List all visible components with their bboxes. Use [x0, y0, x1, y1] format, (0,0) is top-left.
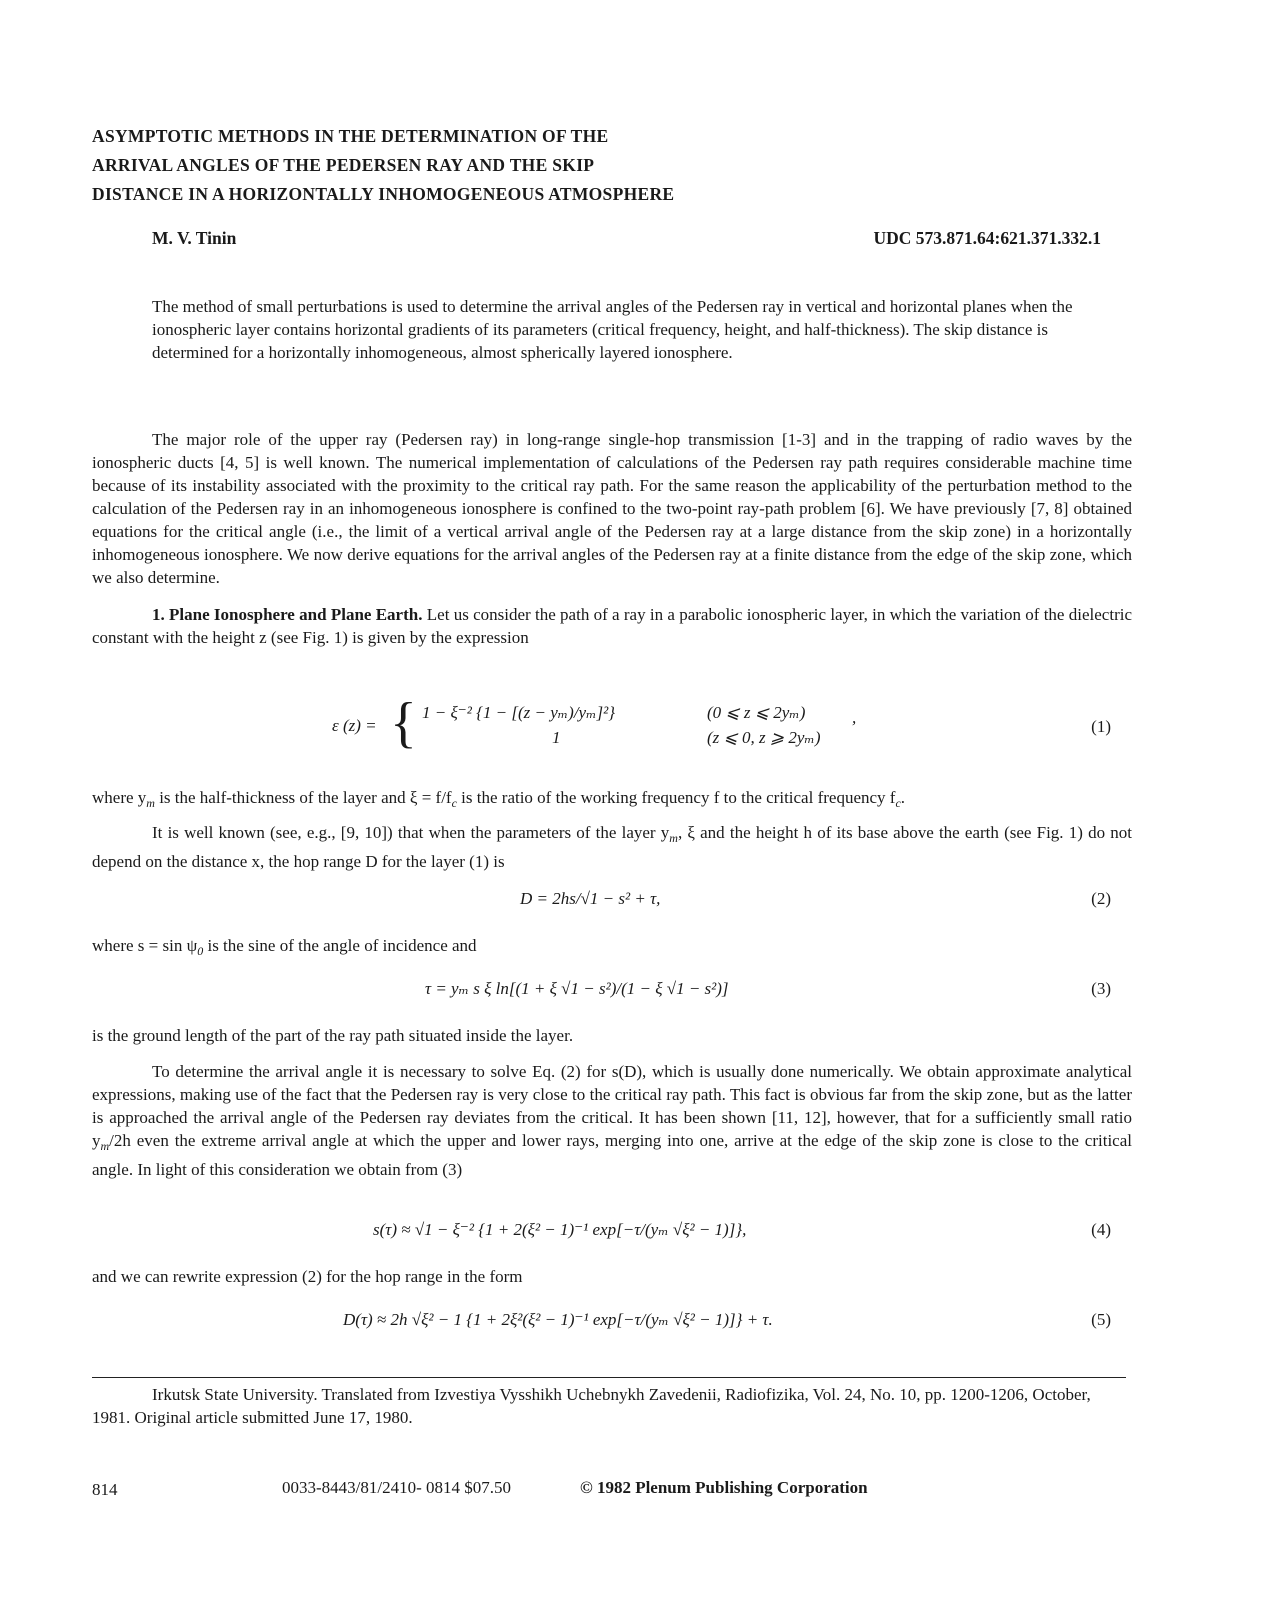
section-1-paragraph — [92, 603, 1132, 649]
eq1-condition-1: (0 ⩽ z ⩽ 2yₘ) — [707, 703, 806, 722]
eq1-row2: 1 — [552, 728, 561, 747]
p3-part-b: is the half-thickness of the layer and ξ = f/f — [154, 788, 452, 807]
equation-2: D = 2hs/√1 − s² + τ, — [520, 889, 661, 908]
udc-code: UDC 573.871.64:621.371.332.1 — [873, 228, 1101, 248]
p5-part-a: where s = sin ψ — [92, 936, 198, 955]
p4-part-b: , ξ and the height h of its base above the earth (see Fig. 1) do not depend on the distance x, the hop range D for the layer (1) is — [92, 823, 1132, 871]
title-line-1: ASYMPTOTIC METHODS IN THE DETERMINATION OF THE — [92, 126, 609, 146]
p3-part-d: . — [900, 788, 906, 807]
eq1-row1: 1 − ξ⁻² {1 − [(z − yₘ)/yₘ]²} — [422, 703, 616, 722]
body-paragraph-1 — [92, 428, 1132, 649]
p4-text — [92, 821, 1132, 873]
p7-part-b: /2h even the extreme arrival angle at which the upper and lower rays, merging into one, arrive at the edge of the skip zone is close to the critical angle. In light of this consideration we obtain from (3) — [92, 1131, 1132, 1179]
equation-2-number: (2) — [1091, 889, 1111, 908]
p5-part-b: is the sine of the angle of incidence and — [203, 936, 477, 955]
eq1-condition-2: (z ⩽ 0, z ⩾ 2yₘ) — [707, 728, 821, 747]
eq1-brace: { — [390, 692, 417, 754]
title-line-2: ARRIVAL ANGLES OF THE PEDERSEN RAY AND THE SKIP — [92, 155, 595, 175]
body-paragraph-6: is the ground length of the part of the ray path situated inside the layer. — [92, 1026, 574, 1045]
p7-part-a: To determine the arrival angle it is necessary to solve Eq. (2) for s(D), which is usually done numerically. We obtain approximate analytical expressions, making use of the fact that the Pedersen ray is very close to the critical ray path. This fact is obvious far from the skip zone, but as the latter is approached the arrival angle of the Pedersen ray deviates from the critical. It has been shown [11, 12], however, that for a sufficiently small ratio y — [92, 1062, 1132, 1150]
author: M. V. Tinin — [152, 228, 237, 248]
p5-sub-0: 0 — [197, 944, 204, 958]
equation-3-number: (3) — [1091, 979, 1111, 998]
equation-3: τ = yₘ s ξ ln[(1 + ξ √1 − s²)/(1 − ξ √1 − s²)] — [425, 979, 729, 998]
eq1-lhs: ε (z) = — [332, 716, 377, 735]
p3-part-c: is the ratio of the working frequency f to the critical frequency f — [456, 788, 896, 807]
equation-5-number: (5) — [1091, 1310, 1111, 1329]
body-paragraph-3 — [92, 786, 1132, 815]
copyright: © 1982 Plenum Publishing Corporation — [580, 1478, 868, 1497]
article-code: 0033-8443/81/2410- 0814 $07.50 — [282, 1478, 512, 1497]
p3-sub-c: c — [451, 796, 457, 810]
footnote-divider — [92, 1377, 1126, 1378]
p4-sub-m: m — [669, 831, 678, 845]
page-number: 814 — [92, 1480, 118, 1499]
body-paragraph-4 — [92, 821, 1132, 873]
abstract: The method of small perturbations is used to determine the arrival angles of the Pedersen ray in vertical and horizontal planes when the ionospheric layer contains horizontal gradients of its parameters (critical frequency, height, and half-thickness). The skip distance is determined for a horizontally inhomogeneous, almost spherically layered ionosphere. — [152, 297, 1073, 362]
intro-paragraph: The major role of the upper ray (Pedersen ray) in long-range single-hop transmission [1-3] and in the trapping of radio waves by the ionospheric ducts [4, 5] is well known. The numerical implementation of calculations of the Pedersen ray path requires considerable machine time because of its instability associated with the proximity to the critical ray path. For the same reason the applicability of the perturbation method to the calculation of the Pedersen ray in an inhomogeneous ionosphere is confined to the two-point ray-path problem [6]. We have previously [7, 8] obtained equations for the critical angle (i.e., the limit of a vertical arrival angle of the Pedersen ray at a large distance from the skip zone) in a horizontally inhomogeneous ionosphere. We now derive equations for the arrival angles of the Pedersen ray at a finite distance from the edge of the skip zone, which we also determine. — [92, 430, 1132, 587]
body-paragraph-8: and we can rewrite expression (2) for the hop range in the form — [92, 1267, 523, 1286]
title-line-3: DISTANCE IN A HORIZONTALLY INHOMOGENEOUS ATMOSPHERE — [92, 184, 675, 204]
footnote — [92, 1383, 1092, 1429]
p3-sub-m: m — [146, 796, 155, 810]
equation-5: D(τ) ≈ 2h √ξ² − 1 {1 + 2ξ²(ξ² − 1)⁻¹ exp[−τ/(yₘ √ξ² − 1)]} + τ. — [343, 1310, 773, 1329]
footnote-text: Irkutsk State University. Translated from Izvestiya Vysshikh Uchebnykh Zavedenii, Radiofizika, Vol. 24, No. 10, pp. 1200-1206, October, 1981. Original article submitted June 17, 1980. — [92, 1385, 1091, 1427]
p3-sub-c-2: c — [895, 796, 901, 810]
p4-part-a: It is well known (see, e.g., [9, 10]) that when the parameters of the layer y — [152, 823, 670, 842]
eq1-comma: , — [852, 708, 857, 727]
body-paragraph-7 — [92, 1060, 1132, 1181]
p7-text — [92, 1060, 1132, 1181]
section-heading: 1. Plane Ionosphere and Plane Earth. — [152, 605, 423, 624]
equation-4: s(τ) ≈ √1 − ξ⁻² {1 + 2(ξ² − 1)⁻¹ exp[−τ/(yₘ √ξ² − 1)]}, — [373, 1220, 747, 1239]
equation-1-number: (1) — [1091, 717, 1111, 736]
p7-sub-m: m — [100, 1139, 110, 1153]
equation-4-number: (4) — [1091, 1220, 1111, 1239]
p3-part-a: where y — [92, 788, 147, 807]
article-title — [92, 122, 674, 209]
section-1-text: Let us consider the path of a ray in a parabolic ionospheric layer, in which the variation of the dielectric constant with the height z (see Fig. 1) is given by the expression — [92, 605, 1132, 647]
body-paragraph-5 — [92, 934, 1132, 963]
